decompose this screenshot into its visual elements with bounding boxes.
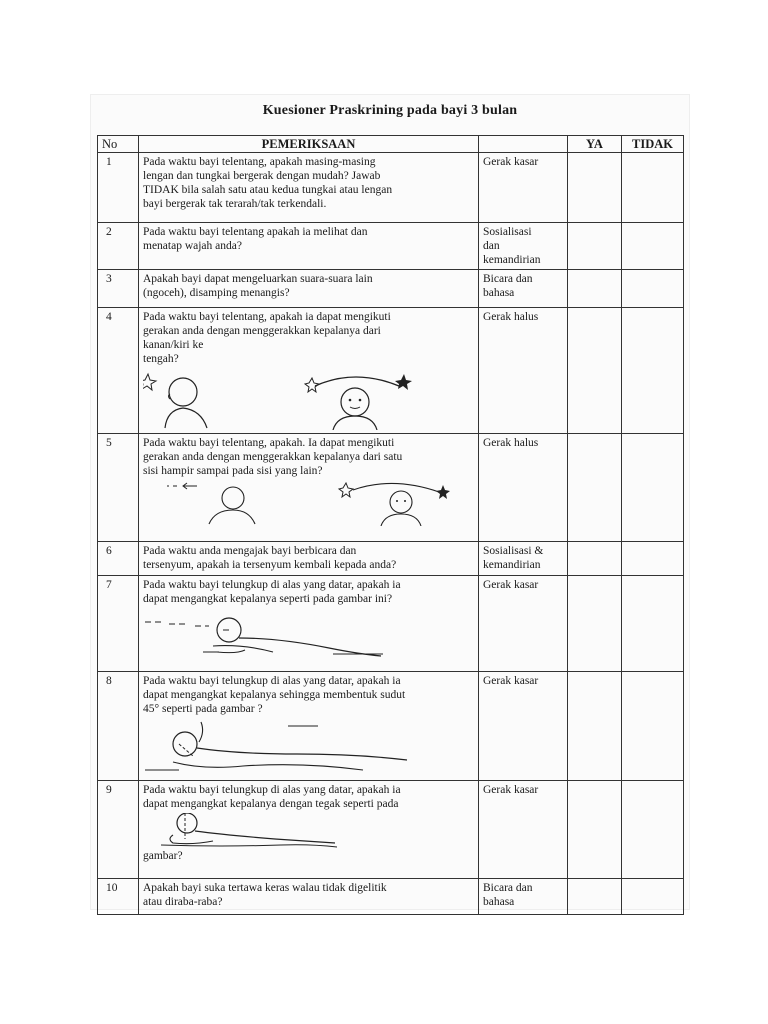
question-text: Pada waktu bayi telungkup di alas yang datar, apakah ia dapat mengangkat kepalanya sehingga membentuk sudut 45° seperti pada gambar ?	[143, 675, 406, 715]
question-text: Pada waktu bayi telentang, apakah. Ia dapat mengikuti gerakan anda dengan menggerakkan kepalanya dari satu sisi hampir sampai pada sisi yang lain?	[143, 437, 403, 477]
answer-tidak-cell[interactable]	[622, 576, 684, 672]
question-cell	[139, 879, 479, 915]
answer-ya-cell[interactable]	[568, 308, 622, 434]
answer-tidak-cell[interactable]	[622, 308, 684, 434]
row-number: 4	[98, 308, 139, 434]
table-row	[98, 672, 684, 781]
answer-ya-cell[interactable]	[568, 270, 622, 308]
aspect-cell: Gerak kasar	[479, 576, 568, 672]
prone-upright-head-illustration	[143, 813, 343, 849]
question-text: Pada waktu anda mengajak bayi berbicara dan tersenyum, apakah ia tersenyum kembali kepada anda?	[143, 545, 397, 571]
row-number: 5	[98, 434, 139, 542]
row-number: 1	[98, 153, 139, 223]
head-turn-center-illustration	[143, 368, 433, 430]
answer-ya-cell[interactable]	[568, 672, 622, 781]
answer-ya-cell[interactable]	[568, 434, 622, 542]
question-cell	[139, 270, 479, 308]
aspect-cell: Sosialisasi dan kemandirian	[479, 223, 568, 270]
header-aspect	[479, 136, 568, 153]
header-tidak: TIDAK	[622, 136, 684, 153]
answer-tidak-cell[interactable]	[622, 270, 684, 308]
answer-tidak-cell[interactable]	[622, 672, 684, 781]
question-text-continued: gambar?	[143, 850, 183, 862]
question-cell	[139, 153, 479, 223]
answer-tidak-cell[interactable]	[622, 223, 684, 270]
answer-tidak-cell[interactable]	[622, 781, 684, 879]
question-cell	[139, 672, 479, 781]
answer-tidak-cell[interactable]	[622, 542, 684, 576]
row-number: 8	[98, 672, 139, 781]
question-cell	[139, 781, 479, 879]
table-row	[98, 576, 684, 672]
screening-table	[97, 135, 684, 915]
table-row	[98, 434, 684, 542]
header-no: No	[98, 136, 139, 153]
aspect-cell: Gerak halus	[479, 434, 568, 542]
answer-ya-cell[interactable]	[568, 576, 622, 672]
question-cell	[139, 223, 479, 270]
answer-ya-cell[interactable]	[568, 223, 622, 270]
answer-ya-cell[interactable]	[568, 781, 622, 879]
question-text: Pada waktu bayi telungkup di alas yang datar, apakah ia dapat mengangkat kepalanya dengan tegak seperti pada	[143, 784, 401, 810]
prone-45-degree-illustration	[143, 718, 413, 778]
question-text: Pada waktu bayi telungkup di alas yang datar, apakah ia dapat mengangkat kepalanya seperti pada gambar ini?	[143, 579, 401, 605]
header-ya: YA	[568, 136, 622, 153]
answer-ya-cell[interactable]	[568, 542, 622, 576]
aspect-cell: Gerak kasar	[479, 153, 568, 223]
table-row	[98, 223, 684, 270]
question-text: Pada waktu bayi telentang, apakah ia dapat mengikuti gerakan anda dengan menggerakkan kepalanya dari kanan/kiri ke tengah?	[143, 311, 391, 365]
table-row	[98, 270, 684, 308]
prone-head-lift-illustration	[143, 608, 393, 660]
row-number: 6	[98, 542, 139, 576]
aspect-cell: Gerak kasar	[479, 672, 568, 781]
question-text: Pada waktu bayi telentang, apakah masing-masing lengan dan tungkai bergerak dengan mudah? Jawab TIDAK bila salah satu atau kedua tungkai atau lengan bayi bergerak tak terarah/tak terkendali.	[143, 156, 393, 210]
answer-tidak-cell[interactable]	[622, 879, 684, 915]
question-cell	[139, 542, 479, 576]
answer-ya-cell[interactable]	[568, 153, 622, 223]
answer-tidak-cell[interactable]	[622, 153, 684, 223]
table-row	[98, 308, 684, 434]
question-text: Apakah bayi dapat mengeluarkan suara-suara lain (ngoceh), disamping menangis?	[143, 273, 373, 299]
aspect-cell: Gerak halus	[479, 308, 568, 434]
answer-tidak-cell[interactable]	[622, 434, 684, 542]
question-cell	[139, 576, 479, 672]
question-cell	[139, 434, 479, 542]
row-number: 2	[98, 223, 139, 270]
row-number: 10	[98, 879, 139, 915]
aspect-cell: Bicara dan bahasa	[479, 270, 568, 308]
question-cell	[139, 308, 479, 434]
document-title: Kuesioner Praskrining pada bayi 3 bulan	[262, 103, 518, 118]
answer-ya-cell[interactable]	[568, 879, 622, 915]
row-number: 3	[98, 270, 139, 308]
aspect-cell: Gerak kasar	[479, 781, 568, 879]
row-number: 9	[98, 781, 139, 879]
table-row	[98, 542, 684, 576]
question-text: Pada waktu bayi telentang apakah ia melihat dan menatap wajah anda?	[143, 226, 368, 252]
questionnaire-sheet	[90, 94, 690, 910]
table-row	[98, 781, 684, 879]
question-text: Apakah bayi suka tertawa keras walau tidak digelitik atau diraba-raba?	[143, 882, 387, 908]
table-row	[98, 879, 684, 915]
table-header-row	[98, 136, 684, 153]
head-turn-side-illustration	[143, 480, 453, 526]
table-row	[98, 153, 684, 223]
aspect-cell: Bicara dan bahasa	[479, 879, 568, 915]
header-pemeriksaan: PEMERIKSAAN	[139, 136, 479, 153]
aspect-cell: Sosialisasi & kemandirian	[479, 542, 568, 576]
row-number: 7	[98, 576, 139, 672]
